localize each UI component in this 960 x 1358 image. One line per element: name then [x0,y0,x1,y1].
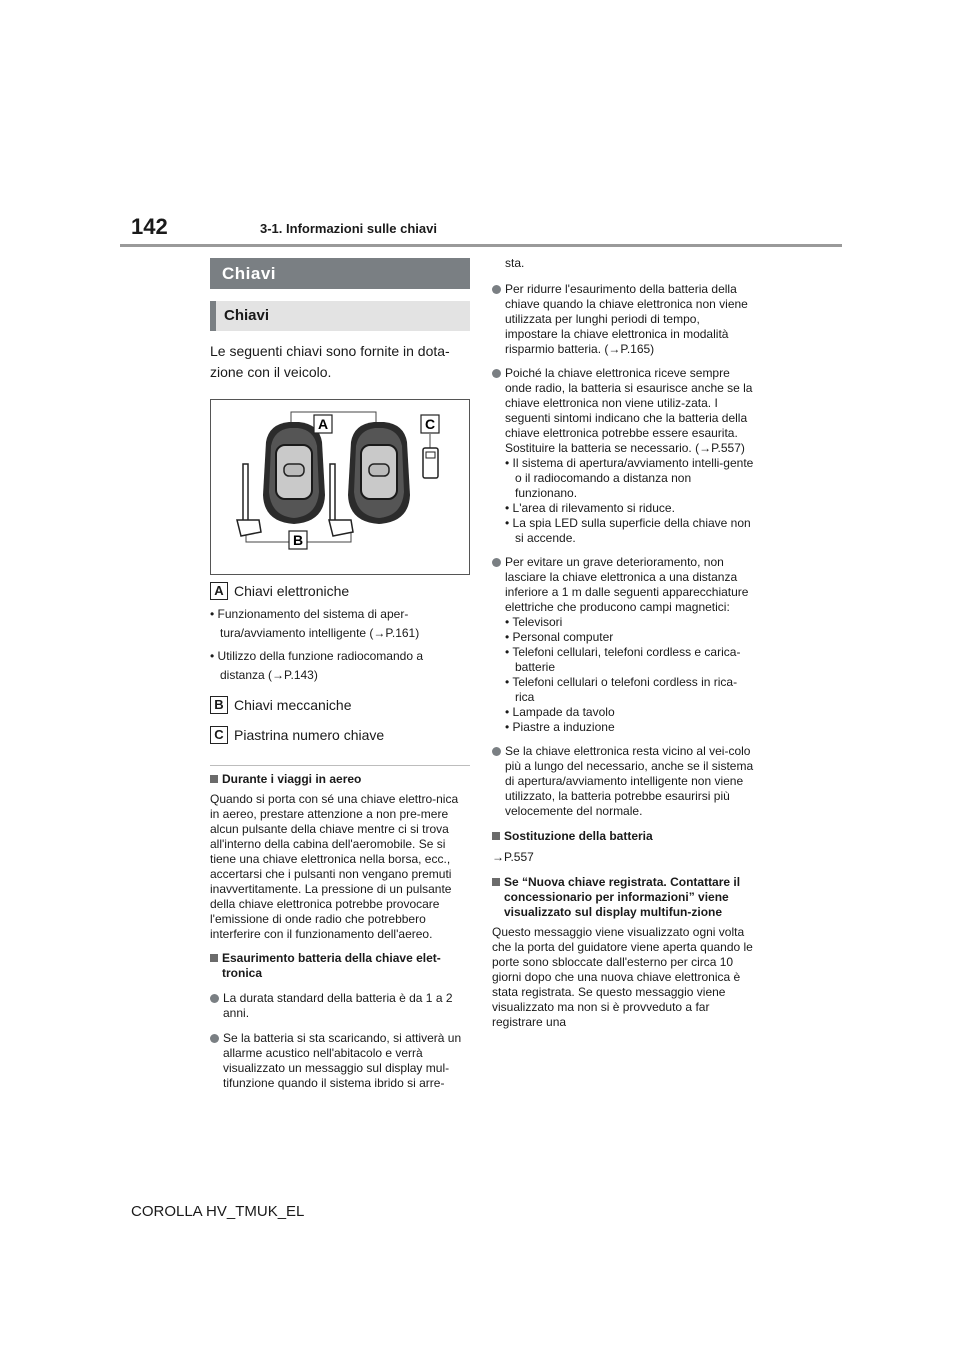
near-vehicle-item: Se la chiave elettronica resta vicino al vei-colo più a lungo del necessario, anche se il sistema di apertura/avviamento intelligente non viene utilizzato, la batteria potrebbe esaurirsi più velocemente del normale. [492,744,754,819]
key-item-a-text: Chiavi elettroniche [234,583,350,599]
radio-waves-item: Poiché la chiave elettronica riceve sempre onde radio, la batteria si esaurisce anche se la chiave elettronica non viene utiliz-zata. I seguenti sintomi indicano che la batteria della chiave elettronica potrebbe essere esaurita. Sostituire la batteria se necessario. (→P.557) • Il sistema di apertura/avviamento intelli-gente o il radiocomando a distanza non funzionano. • L'area di rilevamento si riduce. • La spia LED sulla superficie della chiave non si accende. [492,366,754,546]
new-key-text: Questo messaggio viene visualizzato ogni volta che la porta del guidatore viene aperta quando le porte sono sbloccate dall'esterno per circa 10 giorni dopo che una nuova chiave elettronica è stata registrata. Se questo messaggio viene visualizzato ma non si è provveduto a far registrare una [492,925,753,1029]
round-bullet-icon [492,747,501,756]
sub-bullet: • Telefoni cellulari, telefoni cordless e carica-batterie [505,645,741,674]
main-heading: Chiavi [210,258,470,289]
sub-bullet: • Televisori [505,615,563,629]
sub-bullet: • Piastre a induzione [505,720,615,734]
keys-illustration [210,399,470,575]
bullet-item: • Utilizzo della funzione radiocomando a distanza (→P.143) [210,649,423,682]
right-column [492,256,754,1030]
section-title: 3-1. Informazioni sulle chiavi [260,221,437,236]
replace-reference: →P.557 [492,850,534,864]
mechanical-key-1 [237,464,261,536]
magnetic-fields-item: Per evitare un grave deterioramento, non lasciare la chiave elettronica a una distanza inferiore a 1 m dalle seguenti apparecchiature elettriche che producono campi magnetici: • Televisori • Personal computer • Telefoni cellulari, telefoni cordless e carica-batterie • Telefoni cellulari o telefoni cordless in rica-rica • Lampade da tavolo • Piastre a induzione [492,555,754,735]
footer-model: COROLLA HV_TMUK_EL [131,1203,305,1220]
travel-text: Quando si porta con sé una chiave elettro-nica in aereo, prestare attenzione a non pre-mere alcun pulsante della chiave mentre ci si trova all'interno della cabina dell'aeromobile. Se si tiene una chiave elettronica nella borsa, ecc., accertarsi che i pulsanti non vengano premuti inavvertitamente. La pressione di un pulsante della chiave elettronica potrebbe provocare l'emissione di onde radio che potrebbero interferire con il funzionamento dell'aereo. [210,792,459,941]
battery-item-2: Se la batteria si sta scaricando, si attiverà un allarme acustico nell'abitacolo e verrà visualizzato un messaggio sul display mul-tifunzione quando il sistema ibrido si arre- [210,1031,470,1091]
sub-bullet: • Telefoni cellulari o telefoni cordless in rica-rica [505,675,738,704]
electronic-key-1 [263,422,325,524]
label-a: A [210,582,228,600]
replace-heading: Sostituzione della batteria [492,829,754,844]
label-c: C [210,726,228,744]
key-item-a [210,581,470,601]
sub-bullet: • Personal computer [505,630,614,644]
intro-text: Le seguenti chiavi sono fornite in dota-zione con il veicolo. [210,343,450,380]
battery-saver-item: Per ridurre l'esaurimento della batteria della chiave quando la chiave elettronica non viene utilizzata per lunghi periodi di tempo, impostare la chiave elettronica in modalità risparmio batteria. (→P.165) [492,282,754,357]
key-item-b [210,695,470,715]
page-number: 142 [131,214,168,239]
round-bullet-icon [492,285,501,294]
round-bullet-icon [492,558,501,567]
key-item-c-text: Piastrina numero chiave [234,727,385,743]
section-divider [210,765,470,766]
key-item-c [210,725,470,745]
sub-bullet: • Lampade da tavolo [505,705,615,719]
label-b: B [210,696,228,714]
round-bullet-icon [210,994,219,1003]
square-bullet-icon [210,954,218,962]
sub-bullet: • Il sistema di apertura/avviamento intelli-gente o il radiocomando a distanza non funzionano. [505,456,754,500]
sub-bullet: • La spia LED sulla superficie della chiave non si accende. [505,516,751,545]
figure-label-a: A [317,416,329,432]
sub-bullet: • L'area di rilevamento si riduce. [505,501,675,515]
square-bullet-icon [210,775,218,783]
key-number-plate [423,448,438,478]
battery-heading: Esaurimento batteria della chiave elet-tronica [210,951,470,981]
square-bullet-icon [492,832,500,840]
key-item-b-text: Chiavi meccaniche [234,697,352,713]
left-column [210,256,470,1091]
bullet-item: • Funzionamento del sistema di aper-tura/avviamento intelligente (→P.161) [210,607,420,640]
battery-item-1: La durata standard della batteria è da 1 a 2 anni. [210,991,470,1021]
round-bullet-icon [492,369,501,378]
round-bullet-icon [210,1034,219,1043]
electronic-key-2 [348,422,410,524]
keys-diagram [211,400,469,574]
new-key-heading: Se “Nuova chiave registrata. Contattare il concessionario per informazioni” viene visualizzato sul display multifun-zione [492,875,754,920]
continued-text: sta. [505,256,525,270]
sub-heading: Chiavi [210,301,470,331]
header-rule [120,244,842,247]
figure-label-b: B [292,532,304,548]
travel-heading: Durante i viaggi in aereo [210,772,470,787]
square-bullet-icon [492,878,500,886]
figure-label-c: C [424,416,436,432]
